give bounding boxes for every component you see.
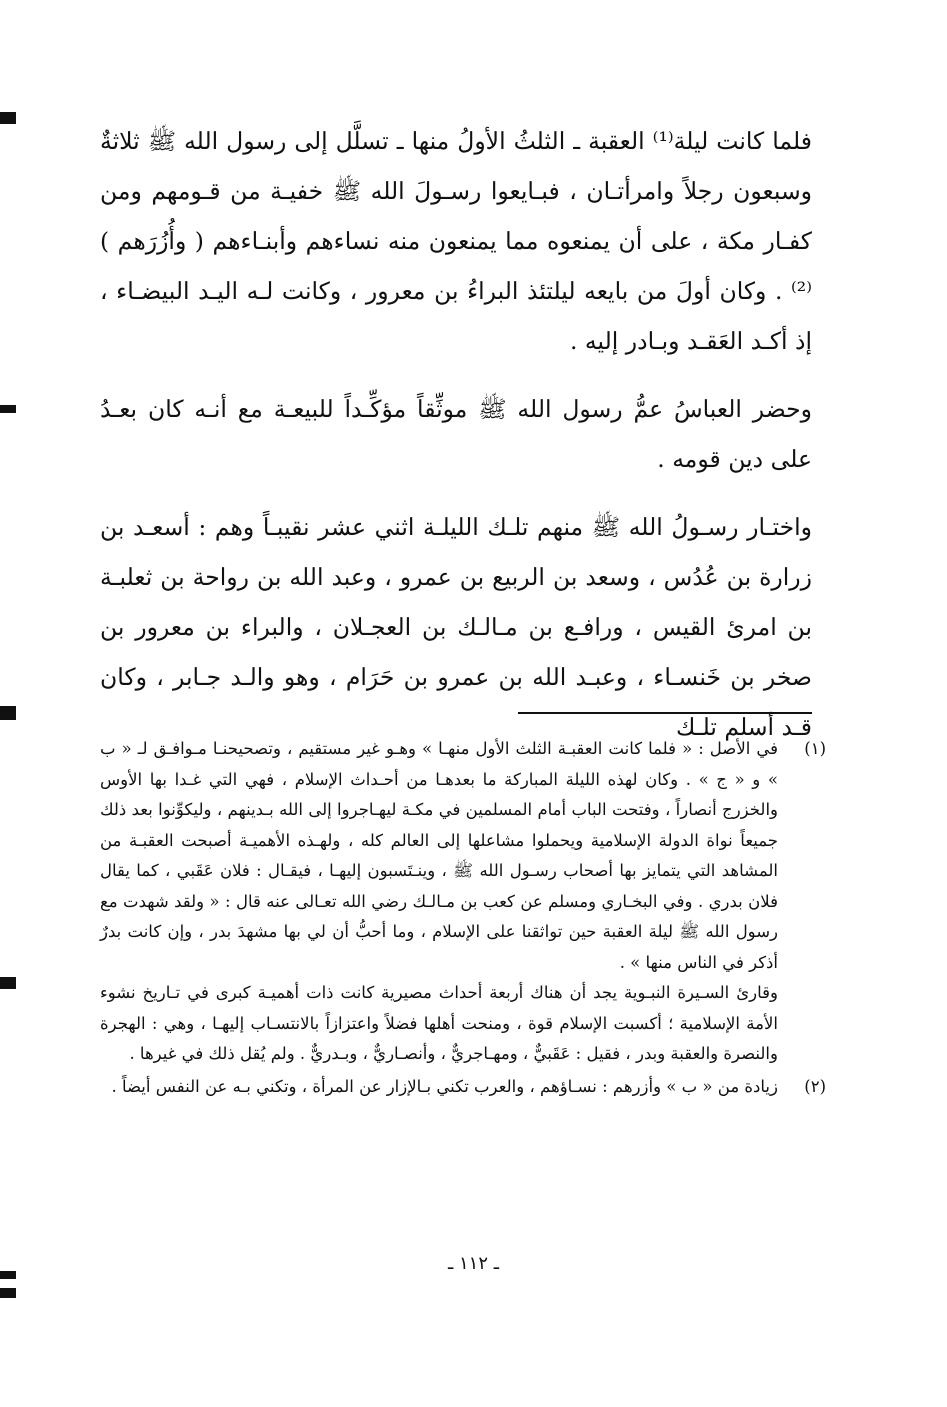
paragraph-text: فلما كانت ليلة⁽¹⁾ العقبة ـ الثلثُ الأولُ منها ـ تسلَّل إلى رسول الله ﷺ ثلاثةٌ وسبعون رجلاً وامرأتـان ، فبـايعوا رسـولَ الله ﷺ خفيـة من قـومهم ومن كفـار مكة ، على أن يمنعوه مما يمنعون منه نساءهم وأبنـاءهم ( وأُزُرَهم )⁽²⁾ . وكان أولَ من بايعه ليلتئذ البراءُ بن معرور ، وكانت لـه اليـد البيضـاء ، إذ أكـد العَقـد وبـادر إليه . <box>100 127 812 355</box>
footnote-divider <box>518 712 812 714</box>
page-number: ـ ١١٢ ـ <box>447 1253 499 1274</box>
paragraph-text: وحضر العباسُ عمُّ رسول الله ﷺ موثِّقاً مؤكِّـداً للبيعـة مع أنـه كان بعـدُ على دين قومه . <box>100 395 812 473</box>
left-edge-scan-mark <box>0 706 16 720</box>
footnote-text: زيادة من « ب » وأزرهم : نسـاؤهم ، والعرب تكني بـالإزار عن المرأة ، وتكني بـه عن النفس أيضاً . <box>111 1076 778 1096</box>
paragraph-text: واختـار رسـولُ الله ﷺ منهم تلـك الليلـة اثني عشر نقيبـاً وهم : أسعـد بن زرارة بن عُدُس ، وسعد بن الربيع بن عمرو ، وعبد الله بن رواحة بن ثعلبـة بن امرئ القيس ، ورافـع بن مـالـك بن العجـلان ، والبراء بن معرور بن صخر بن خَنسـاء ، وعبـد الله بن عمرو بن حَرَام ، وهو والـد جـابر ، وكان قـد أسلم تلـك <box>100 513 812 741</box>
left-edge-scan-mark <box>0 405 16 413</box>
footnote-body <box>100 1072 786 1103</box>
main-paragraph <box>100 384 812 484</box>
footnote-number: (٢) <box>804 1076 826 1096</box>
footnote <box>100 734 826 1070</box>
main-text <box>100 116 812 770</box>
footnote <box>100 1072 826 1103</box>
main-paragraph <box>100 502 812 752</box>
left-edge-scan-mark <box>0 977 16 989</box>
left-edge-scan-mark <box>0 112 16 124</box>
main-paragraph <box>100 116 812 366</box>
footnote-text: وقارئ السـيرة النبـوية يجد أن هناك أربعة أحداث مصيرية كانت ذات أهميـة كبرى في تـاريخ نشوء الأمة الإسلامية ؛ أكسبت الإسلام قوة ، ومنحت أهلها فضلاً واعتزازاً بالانتسـاب إليهـا ، وهي : الهجرة والنصرة والعقبة وبدر ، فقيل : عَقَبيٌّ ، ومهـاجريٌّ ، وأنصـاريٌّ ، وبـدريٌّ . ولم يُقل ذلك في غيرها . <box>100 983 778 1063</box>
footnote-body <box>100 734 786 1070</box>
left-edge-scan-mark <box>0 1288 16 1298</box>
footnotes <box>100 734 826 1104</box>
footnote-text: في الأصل : « فلما كانت العقبـة الثلث الأول منهـا » وهـو غير مستقيم ، وتصحيحنـا مـوافـق لـ « ب » و « ج » . وكان لهذه الليلة المباركة ما بعدهـا من أحـداث الإسلام ، فهي التي غـدا بها الأوس والخزرج أنصاراً ، وفتحت الباب أمام المسلمين في مكـة ليهـاجروا إلى الله بـدينهم ، وليكوِّنوا بعد ذلك جميعاً نواة الدولة الإسلامية ويحملوا مشاعلها إلى العالم كله ، ولهـذه الأهميـة أصبحت العقبـة من المشاهد التي يتمايز بها أصحاب رسـول الله ﷺ ، وينـتَسبون إليهـا ، فيقـال : فلان عَقَبي ، كما يقال فلان بدري . وفي البخـاري ومسلم عن كعب بن مـالـك رضي الله تعـالى عنه قال : « ولقد شهدت مع رسول الله ﷺ ليلة العقبة حين تواثقنا على الإسلام ، وما أحبُّ أن لي بها مشهدَ بدر ، وإن كانت بدرٌ أذكر في الناس منها » . <box>100 739 778 972</box>
footnote-number: (١) <box>804 739 826 758</box>
